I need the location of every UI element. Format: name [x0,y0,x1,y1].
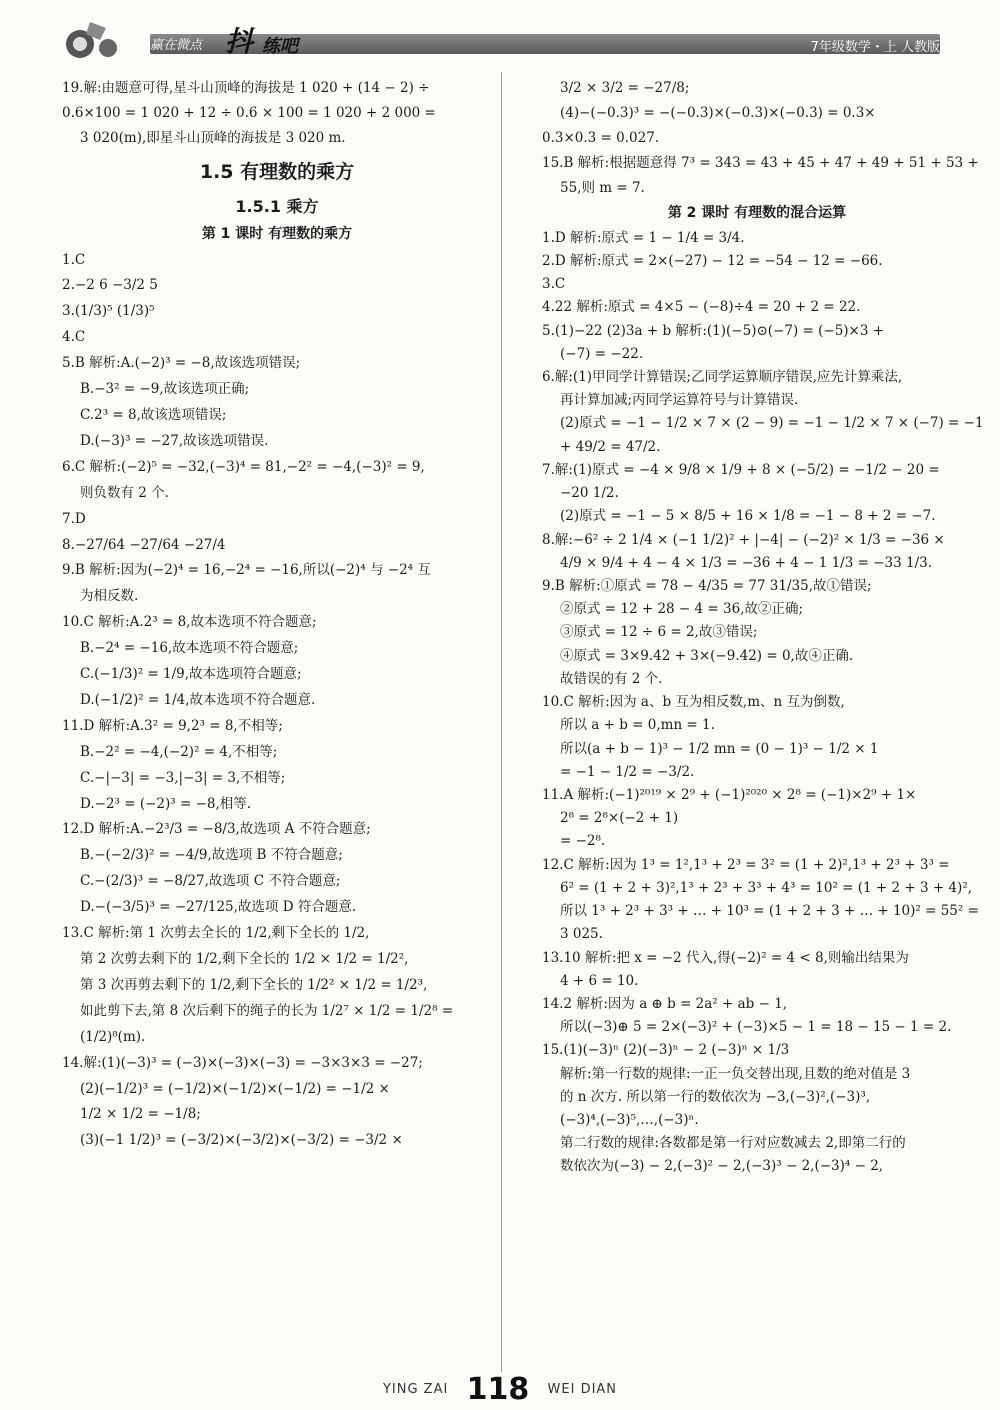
text-line: −20 1/2. [560,485,619,502]
text-line: D.(−1/2)² = 1/4,故本选项不符合题意. [80,691,316,708]
text-line: 6² = (1 + 2 + 3)²,1³ + 2³ + 3³ + 4³ = 10² = (1 + 2 + 3 + 4)², [560,879,973,896]
text-line: 15.B 解析:根据题意得 7³ = 343 = 43 + 45 + 47 + 49 + 51 + 53 + [542,154,979,171]
text-line: C.2³ = 8,故该选项错误; [80,406,227,423]
text-line: 4/9 × 9/4 + 4 − 4 × 1/3 = −36 + 4 − 1 1/3 = −33 1/3. [560,554,932,571]
text-line: 14.解:(1)(−3)³ = (−3)×(−3)×(−3) = −3×3×3 = −27; [62,1054,423,1071]
text-line: 2.−2 6 −3/2 5 [62,277,158,294]
text-line: (2)(−1/2)³ = (−1/2)×(−1/2)×(−1/2) = −1/2 × [80,1080,390,1097]
text-line: 5.(1)−22 (2)3a + b 解析:(1)(−5)⊙(−7) = (−5)×3 + [542,322,885,339]
text-line: 3.C [542,276,566,293]
text-line: 所以 1³ + 2³ + 3³ + … + 10³ = (1 + 2 + 3 + … + 10)² = 55² = [560,903,979,920]
text-line: 为相反数. [80,588,139,605]
text-line: 2⁸ = 2⁸×(−2 + 1) [560,810,679,827]
text-line: D.(−3)³ = −27,故该选项错误. [80,432,269,449]
text-line: 数依次为(−3) − 2,(−3)² − 2,(−3)³ − 2,(−3)⁴ − 2, [560,1158,884,1175]
text-line: ④原式 = 3×9.42 + 3×(−9.42) = 0,故④正确. [560,647,854,664]
text-line: 3 020(m),即星斗山顶峰的海拔是 3 020 m. [80,129,346,146]
right-column [542,76,984,1179]
text-line: 6.解:(1)甲同学计算错误;乙同学运算顺序错误,应先计算乘法, [542,369,903,386]
text-line: 13.C 解析:第 1 次剪去全长的 1/2,剩下全长的 1/2, [62,925,370,942]
text-line: D.−(−3/5)³ = −27/125,故选项 D 符合题意. [80,899,357,916]
text-line: 第 3 次再剪去剩下的 1/2,剩下全长的 1/2² × 1/2 = 1/2³, [80,976,428,993]
text-line: 所以(a + b − 1)³ − 1/2 mn = (0 − 1)³ − 1/2 × 1 [560,740,879,757]
text-line: D.−2³ = (−2)³ = −8,相等. [80,795,252,812]
text-line: ③原式 = 12 ÷ 6 = 2,故③错误; [560,624,758,641]
text-line: (4)−(−0.3)³ = −(−0.3)×(−0.3)×(−0.3) = 0.3× [560,104,876,121]
text-line: 9.B 解析:①原式 = 78 − 4/35 = 77 31/35,故①错误; [542,578,872,595]
text-line: 第 2 次剪去剩下的 1/2,剩下全长的 1/2 × 1/2 = 1/2², [80,951,409,967]
text-line: 3 025. [560,926,603,943]
text-line: (−3)⁴,(−3)⁵,…,(−3)ⁿ. [560,1112,699,1129]
text-line: B.−3² = −9,故该选项正确; [80,381,250,398]
lesson-title-2: 第 2 课时 有理数的混合运算 [667,204,847,221]
page-header [0,0,1000,62]
page-number: 118 [466,1372,530,1407]
text-line: 11.D 解析:A.3² = 9,2³ = 8,不相等; [62,717,283,734]
lesson-title-1: 第 1 课时 有理数的乘方 [201,225,353,242]
text-line: 10.C 解析:A.2³ = 8,故本选项不符合题意; [62,614,317,631]
text-line: 1/2 × 1/2 = −1/8; [80,1106,201,1123]
text-line: B.−2⁴ = −16,故本选项不符合题意; [80,640,299,657]
brand-small: 赢在微点 [150,38,203,53]
text-line: 3/2 × 3/2 = −27/8; [560,80,690,96]
text-line: C.−(2/3)³ = −8/27,故选项 C 不符合题意; [80,873,341,890]
text-line: 4.22 解析:原式 = 4×5 − (−8)÷4 = 20 + 2 = 22. [542,299,861,316]
text-line: 5.B 解析:A.(−2)³ = −8,故该选项错误; [62,355,301,372]
text-line: 8.−27/64 −27/64 −27/4 [62,536,226,553]
text-line: 2.D 解析:原式 = 2×(−27) − 12 = −54 − 12 = −66. [542,252,883,269]
text-line: 如此剪下去,第 8 次后剩下的绳子的长为 1/2⁷ × 1/2 = 1/2⁸ = [80,1002,454,1019]
text-line: 的 n 次方. 所以第一行的数依次为 −3,(−3)²,(−3)³, [560,1088,871,1105]
text-line: (2)原式 = −1 − 5 × 8/5 + 16 × 1/8 = −1 − 8 + 2 = −7. [560,508,936,525]
text-line: 11.A 解析:(−1)²⁰¹⁹ × 2⁹ + (−1)²⁰²⁰ × 2⁸ = (−1)×2⁹ + 1× [542,786,917,803]
text-line: = −1 − 1/2 = −3/2. [560,763,695,780]
brand-big: 抖 [225,25,254,58]
footer-left: YING ZAI [382,1382,449,1397]
text-line: 再计算加减;丙同学运算符号与计算错误. [560,392,799,409]
text-line: 故错误的有 2 个. [560,670,663,687]
text-line: 0.3×0.3 = 0.027. [542,129,660,146]
footer-right: WEI DIAN [547,1382,618,1397]
text-line: 9.B 解析:因为(−2)⁴ = 16,−2⁴ = −16,所以(−2)⁴ 与 −2⁴ 互 [62,562,431,579]
text-line: (1/2)⁸(m). [80,1028,146,1045]
text-line: 14.2 解析:因为 a ⊕ b = 2a² + ab − 1, [542,995,788,1012]
text-line: 4.C [62,329,86,346]
text-line: 1.D 解析:原式 = 1 − 1/4 = 3/4. [542,229,745,246]
text-line: ②原式 = 12 + 28 − 4 = 36,故②正确; [560,601,804,618]
text-line: (2)原式 = −1 − 1/2 × 7 × (2 − 9) = −1 − 1/2 × 7 × (−7) = −1 [560,415,984,432]
text-line: (−7) = −22. [560,345,644,362]
text-line: 4 + 6 = 10. [560,972,639,989]
text-line: 10.C 解析:因为 a、b 互为相反数,m、n 互为倒数, [542,694,845,711]
text-line: 所以 a + b = 0,mn = 1. [560,717,715,734]
text-line: 3.(1/3)⁵ (1/3)⁵ [62,303,155,320]
text-line: + 49/2 = 47/2. [560,438,661,455]
text-line: B.−(−2/3)² = −4/9,故选项 B 不符合题意; [80,847,343,864]
brand-logo-icon [60,18,140,62]
page-footer [0,1372,1000,1407]
text-line: 12.D 解析:A.−2³/3 = −8/3,故选项 A 不符合题意; [62,821,371,838]
section-title: 1.5 有理数的乘方 [199,160,355,183]
text-line: 6.C 解析:(−2)⁵ = −32,(−3)⁴ = 81,−2² = −4,(−3)² = 9, [62,458,425,475]
text-line: B.−2² = −4,(−2)² = 4,不相等; [80,743,278,760]
subsection-title: 1.5.1 乘方 [235,197,319,217]
text-line: 19.解:由题意可得,星斗山顶峰的海拔是 1 020 + (14 − 2) ÷ [62,80,430,96]
grade-subject-label: 7年级数学・上 人教版 [810,40,940,55]
text-line: 12.C 解析:因为 1³ = 1²,1³ + 2³ = 3² = (1 + 2)²,1³ + 2³ + 3³ = [542,856,950,873]
text-line: 解析:第一行数的规律:一正一负交替出现,且数的绝对值是 3 [560,1065,911,1082]
brand-rest: 练吧 [262,36,298,57]
text-line: 15.(1)(−3)ⁿ (2)(−3)ⁿ − 2 (−3)ⁿ × 1/3 [542,1042,790,1059]
text-line: 7.解:(1)原式 = −4 × 9/8 × 1/9 + 8 × (−5/2) = −1/2 − 20 = [542,461,940,478]
text-line: 则负数有 2 个. [80,484,169,501]
text-line: (3)(−1 1/2)³ = (−3/2)×(−3/2)×(−3/2) = −3/2 × [80,1132,403,1149]
left-column [62,76,492,1154]
text-line: 8.解:−6² ÷ 2 1/4 × (−1 1/2)² + |−4| − (−2)² × 1/3 = −36 × [542,531,945,548]
text-line: 55,则 m = 7. [560,179,645,196]
text-line: 所以(−3)⊕ 5 = 2×(−3)² + (−3)×5 − 1 = 18 − 15 − 1 = 2. [560,1019,952,1036]
text-line: 13.10 解析:把 x = −2 代入,得(−2)² = 4 < 8,则输出结果为 [542,949,909,966]
text-line: 0.6×100 = 1 020 + 12 ÷ 0.6 × 100 = 1 020 + 2 000 = [62,104,436,121]
text-line: 第二行数的规律:各数都是第一行对应数减去 2,即第二行的 [560,1135,906,1152]
column-divider [501,72,502,1372]
text-line: 7.D [62,510,86,527]
text-line: 1.C [62,251,86,268]
text-line: = −2⁸. [560,833,606,850]
text-line: C.−|−3| = −3,|−3| = 3,不相等; [80,769,286,786]
text-line: C.(−1/3)² = 1/9,故本选项符合题意; [80,666,302,683]
